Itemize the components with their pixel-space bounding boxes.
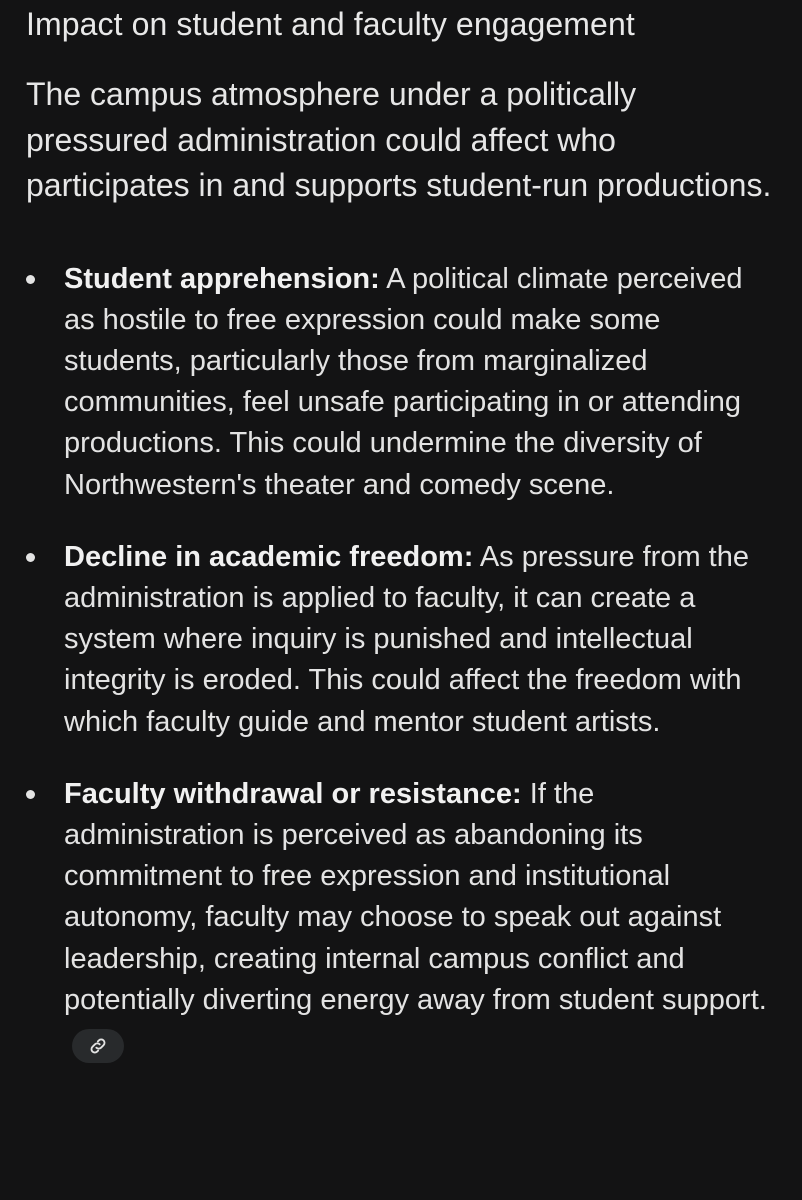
bullet-list [26,259,776,1063]
bullet-dot [26,790,35,799]
section-heading: Impact on student and faculty engagement [26,6,635,42]
bullet-term: Faculty withdrawal or resistance: [64,777,522,810]
bullet-term: Student apprehension: [64,262,380,295]
list-item [26,259,776,506]
source-link-button[interactable] [72,1029,124,1063]
bullet-term: Decline in academic freedom: [64,540,474,573]
list-item [26,774,776,1063]
section-intro: The campus atmosphere under a politically pressured administration could affect who participates in and supports student-run productions. [26,76,772,203]
bullet-dot [26,553,35,562]
bullet-text: As pressure from the administration is applied to faculty, it can create a system where inquiry is punished and intellectual integrity is eroded. This could affect the freedom with which faculty guide and mentor student artists. [64,540,749,738]
bullet-dot [26,275,35,284]
list-item [26,537,776,743]
bullet-text: A political climate perceived as hostile to free expression could make some students, particularly those from marginalized communities, feel unsafe participating in or attending productions. This could undermine the diversity of Northwestern's theater and comedy scene. [64,262,743,501]
link-icon [88,1036,108,1056]
bullet-text: If the administration is perceived as abandoning its commitment to free expression and institutional autonomy, faculty may choose to speak out against leadership, creating internal campus conflict and potentially diverting energy away from student support. [64,777,767,1016]
